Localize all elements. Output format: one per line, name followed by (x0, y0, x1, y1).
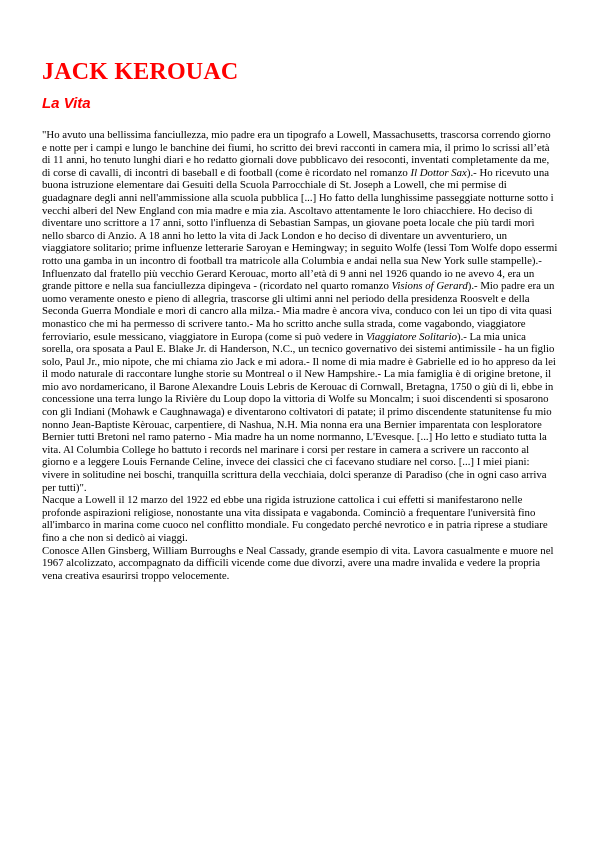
book-title-italic: Visions of Gerard (391, 280, 468, 293)
document-page (42, 58, 558, 582)
paragraph-later-life (42, 545, 558, 583)
book-title-italic: Il Dottor Sax (410, 166, 467, 179)
document-title: JACK KEROUAC (42, 59, 239, 85)
text-run: Nacque a Lowell il 12 marzo del 1922 ed ebbe una rigida istruzione cattolica i cui effetti si manifestarono nelle profonde aspirazioni religiose, nonostante una vita dissipata e vagabonda. Cominciò a frequentare l'università fino all'imbarco in marina come cuoco nel conflitto mondiale. Fu congedato perché nevrotico e in patria riprese a studiare fino a che non si dedicò ai viaggi. (42, 494, 548, 544)
section-subtitle: La Vita (42, 95, 91, 112)
text-run: ).- La mia unica sorella, ora sposata a Paul E. Blake Jr. di Handerson, N.C., un tecnico governativo dei sistemi antimissile - ha un figlio solo, Paul Jr., mio nipote, che mi chiama zio Jack e mi adora.- Il nome di mia madre è Gabrielle ed io ho appreso da lei il modo naturale di raccontare lunghe storie su Montreal o il New Hampshire.- La mia famiglia è di origine bretone, il mio avo nordamericano, il Barone Alexandre Louis Lebris de Kerouac di Cornwall, Bretagna, 1750 o giù di lì, ebbe in concessione una terra lungo la Rivière du Loup dopo la vittoria di Wolfe su Moncalm; i suoi discendenti si sposarono con gli Indiani (Mohawk e Caughnawaga) e diventarono coltivatori di patate; il primo discendente statunitense fu mio nonno Jean-Baptiste Kèrouac, carpentiere, di Nashua, N.H. Mia nonna era una Bernier imparentata con lesploratore Bernier tutti Bretoni nel ramo paterno - Mia madre ha un nome normanno, L'Evesque. [...] Ho letto e studiato tutta la vita. Al Columbia College ho battuto i records nel marinare i corsi per restare in camera a scrivere un racconto al giorno e a leggere Louis Fernande Celine, invece dei classici che ci facevano studiare nel corso. [...] I miei piani: vivere in solitudine nei boschi, tranquilla scrittura della vecchiaia, dolci speranze di Paradiso (che in ogni caso arriva per tutti)". (42, 330, 556, 494)
paragraph-biography (42, 494, 558, 544)
document-body (42, 129, 558, 582)
paragraph-quote (42, 129, 558, 494)
book-title-italic: Viaggiatore Solitario (366, 330, 457, 343)
text-run: Conosce Allen Ginsberg, William Burroughs e Neal Cassady, grande esempio di vita. Lavora casualmente e muore nel 1967 alcolizzato, accompagnato da difficili vicende come due divorzi, avere una madre invalida e vedere la propria vena creativa esaurirsi troppo velocemente. (42, 544, 554, 582)
text-run: ).- Mio padre era un uomo veramente onesto e pieno di allegria, trascorse gli ultimi anni nel periodo della presidenza Roosvelt e della Seconda Guerra Mondiale e morì di cancro alla milza.- Mia madre è ancora viva, conduco con lei un tipo di vita quasi monastico che mi ha permesso di scrivere tanto.- Ma ho scritto anche sulla strada, come vagabondo, viaggiatore ferroviario, esule messicano, viaggiatore in Europa (come si può vedere in (42, 280, 555, 343)
text-run: "Ho avuto una bellissima fanciullezza, mio padre era un tipografo a Lowell, Massachusetts, trascorsa correndo giorno e notte per i campi e lungo le banchine dei fiumi, ho scritto dei brevi racconti in camera mia, il primo lo scrissi all’età di 11 anni, ho tenuto lunghi diari e ho redatto giornali dove pubblicavo dei resoconti, inventati completamente da me, di corse di cavalli, di incontri di baseball e di football (come è ricordato nel romanzo (42, 129, 551, 179)
text-run: ).- Ho ricevuto una buona istruzione elementare dai Gesuiti della Scuola Parrocchiale di St. Joseph a Lowell, che mi permise di guadagnare degli anni nell'ammissione alla scuola pubblica [...] Ho fatto della lunghissime passeggiate notturne sotto i vecchi alberi del New England con mia madre e mia zia. Ascoltavo attentamente le loro chiacchiere. Ho deciso di diventare uno scrittore a 17 anni, sotto l'influenza di Sebastian Sampas, un giovane poeta locale che più tardi morì nello sbarco di Anzio. A 18 anni ho letto la vita di Jack London e ho deciso di diventare un avventuriero, un viaggiatore solitario; prime influenze letterarie Saroyan e Hemingway; in seguito Wolfe (lessi Tom Wolfe dopo essermi rotto una gamba in un incontro di football tra matricole alla Columbia e andai nella sua New York sulle stampelle).- Influenzato dal fratello più vecchio Gerard Kerouac, morto all’età di 9 anni nel 1926 quando io ne avevo 4, era un grande pittore e nella sua fanciullezza dipingeva - (ricordato nel quarto romanzo (42, 166, 558, 293)
